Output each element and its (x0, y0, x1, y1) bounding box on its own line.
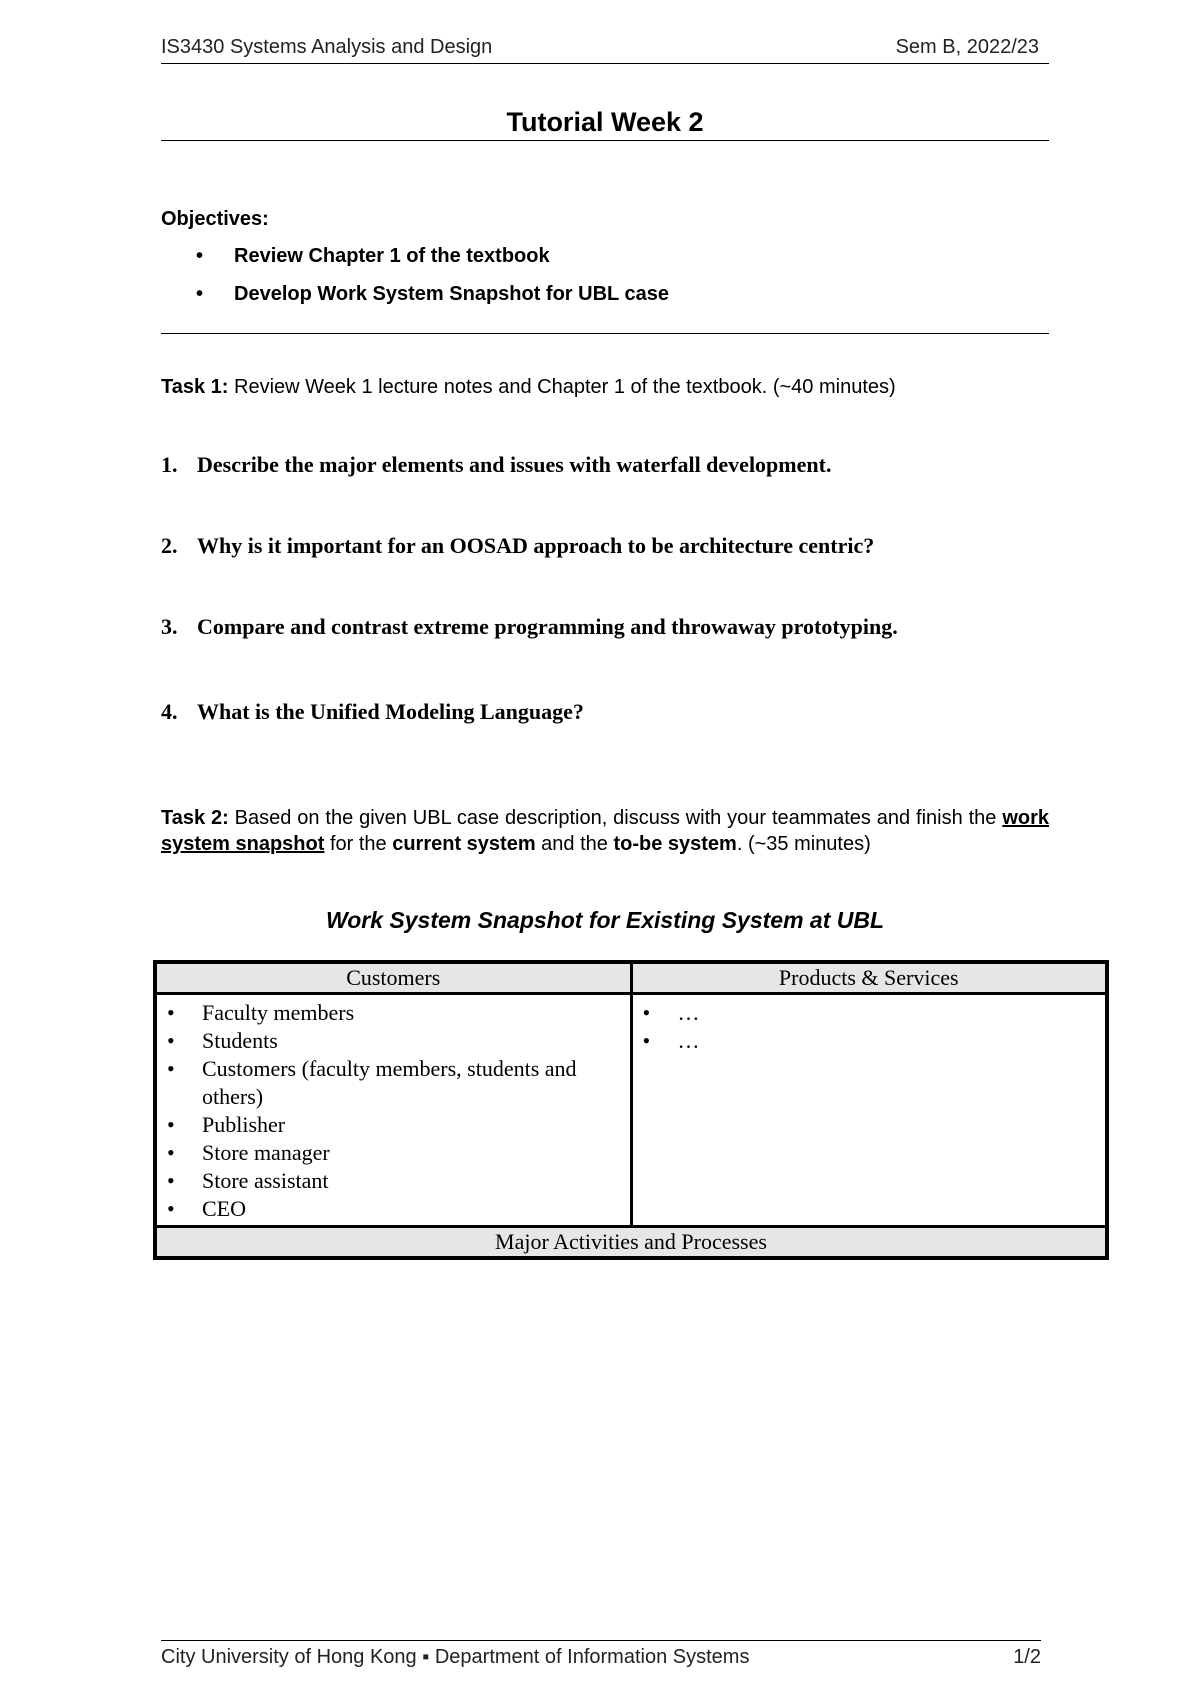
separator-line (161, 333, 1049, 334)
header-course: IS3430 Systems Analysis and Design (161, 36, 493, 58)
snapshot-title: Work System Snapshot for Existing System at UBL (325, 907, 885, 933)
term-to-be-system: to-be system (613, 833, 737, 855)
list-item: • Faculty members (167, 999, 620, 1027)
objectives-label: Objectives: (161, 208, 269, 230)
title-rule (161, 140, 1049, 141)
page-title: Tutorial Week 2 (506, 107, 704, 137)
question-item: 2. Why is it important for an OOSAD approach to be architecture centric? (161, 533, 875, 558)
products-cell (631, 994, 1107, 1227)
question-item: 1. Describe the major elements and issues with waterfall development. (161, 452, 832, 477)
list-item: • … (643, 1027, 1096, 1055)
task2-paragraph: Task 2: Based on the given UBL case description, discuss with your teammates and finish the work system snapshot for the current system and the to-be system. (~35 minutes) (161, 807, 1049, 855)
customers-header: Customers (155, 962, 631, 994)
task1-label: Task 1: (161, 376, 229, 398)
task1-paragraph (161, 374, 1049, 400)
list-item: • Customers (faculty members, students and others) (167, 1055, 620, 1111)
bullet-icon: • (196, 283, 204, 305)
products-list (633, 995, 1106, 1057)
list-item: • … (643, 999, 1096, 1027)
question-item: 3. Compare and contrast extreme programming and throwaway prototyping. (161, 614, 898, 639)
task1-text: Review Week 1 lecture notes and Chapter 1 of the textbook. (~40 minutes) (228, 376, 896, 398)
objective-item: • Develop Work System Snapshot for UBL case (196, 283, 669, 305)
list-item: • Publisher (167, 1111, 620, 1139)
products-header: Products & Services (631, 962, 1107, 994)
list-item: • Students (167, 1027, 620, 1055)
footer-rule (161, 1640, 1041, 1641)
list-item: • Store assistant (167, 1167, 620, 1195)
customers-list (157, 995, 630, 1225)
term-work-system-snapshot: work system snapshot (161, 807, 1049, 855)
task2-label: Task 2: (161, 807, 229, 829)
header-semester: Sem B, 2022/23 (895, 36, 1039, 58)
activities-header: Major Activities and Processes (155, 1227, 1107, 1259)
header-rule (161, 63, 1049, 64)
bullet-icon: • (196, 245, 204, 267)
footer-text: City University of Hong Kong ▪ Department of Information Systems (161, 1646, 750, 1668)
page-number: 1/2 (1013, 1646, 1041, 1668)
snapshot-table (153, 960, 1109, 1260)
question-item: 4. What is the Unified Modeling Language? (161, 699, 584, 724)
term-current-system: current system (392, 833, 536, 855)
list-item: • Store manager (167, 1139, 620, 1167)
objective-item: • Review Chapter 1 of the textbook (196, 245, 550, 267)
list-item: • CEO (167, 1195, 620, 1223)
footer (161, 1646, 1041, 1669)
customers-cell (155, 994, 631, 1227)
